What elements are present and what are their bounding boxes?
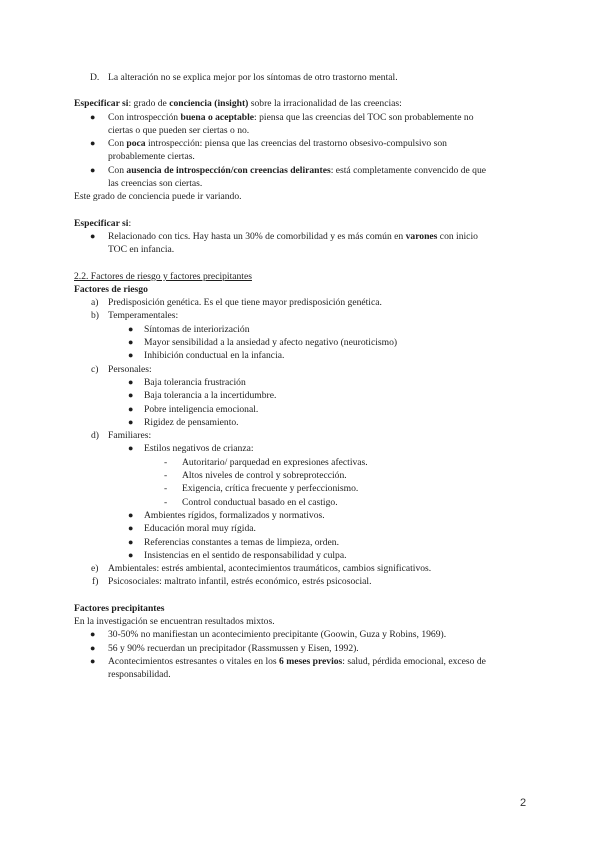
dash-item xyxy=(74,469,544,482)
bullet-text: : piensa que las creencias del TOC son probablemente no xyxy=(254,111,474,123)
list-marker: f) xyxy=(92,576,99,588)
sub-item xyxy=(74,336,544,349)
bullet-icon: ● xyxy=(128,337,134,348)
dash-item-text: Control conductual basado en el castigo. xyxy=(182,496,338,508)
risk-item-c xyxy=(74,363,544,376)
bullet-icon: ● xyxy=(128,350,134,361)
list-text: Predisposición genética. Es el que tiene mayor predisposición genética. xyxy=(108,297,382,309)
precipitating-factors-heading: Factores precipitantes xyxy=(74,602,165,614)
sub-item xyxy=(74,349,544,362)
insight-note: Este grado de conciencia puede ir variando. xyxy=(74,191,242,203)
insight-bullet-good xyxy=(74,111,544,138)
bullet-text: 56 y 90% recuerdan un precipitador (Rassmussen y Eisen, 1992). xyxy=(108,642,359,654)
bullet-strong: ausencia de introspección/con creencias delirantes xyxy=(126,164,331,176)
bullet-strong: buena o aceptable xyxy=(180,111,255,123)
list-marker: d) xyxy=(91,430,99,442)
bullet-icon: ● xyxy=(128,323,134,334)
sub-item xyxy=(74,509,544,522)
insight-bullet-poor xyxy=(74,137,544,164)
dash-marker: - xyxy=(164,470,168,482)
bullet-icon: ● xyxy=(128,416,134,427)
bullet-icon: ● xyxy=(128,549,134,560)
list-text: Temperamentales: xyxy=(108,310,179,322)
sub-item xyxy=(74,376,544,389)
bullet-icon: ● xyxy=(90,138,96,149)
dash-marker: - xyxy=(164,456,168,468)
sub-item-text: Ambientes rígidos, formalizados y normativos. xyxy=(144,509,325,521)
bullet-icon: ● xyxy=(90,164,96,175)
section-title: 2.2. Factores de riesgo y factores precipitantes xyxy=(74,270,252,282)
specifier-strong: conciencia (insight) xyxy=(169,98,249,110)
bullet-text: Relacionado con tics. Hay hasta un 30% de comorbilidad y es más común en xyxy=(108,230,406,242)
criterion-d-marker: D. xyxy=(90,72,100,83)
dash-item xyxy=(74,496,544,509)
sub-item xyxy=(74,522,544,535)
precipitating-intro: En la investigación se encuentran resultados mixtos. xyxy=(74,615,275,627)
bullet-text-cont: responsabilidad. xyxy=(108,669,171,681)
precip-bullet xyxy=(74,628,544,641)
bullet-strong: 6 meses previos xyxy=(279,655,343,667)
sub-item xyxy=(74,549,544,562)
bullet-icon: ● xyxy=(90,629,96,640)
sub-item-text: Síntomas de interiorización xyxy=(144,323,250,335)
bullet-icon: ● xyxy=(128,390,134,401)
bullet-text: introspección: piensa que las creencias del trastorno obsesivo-compulsivo son xyxy=(145,138,447,150)
sub-item xyxy=(74,389,544,402)
sub-item-text: Estilos negativos de crianza: xyxy=(144,443,254,455)
bullet-text: 30-50% no manifiestan un acontecimiento precipitante (Goowin, Guza y Robins, 1969). xyxy=(108,629,447,641)
specifier-colon: : xyxy=(128,217,132,229)
sub-item xyxy=(74,416,544,429)
sub-item xyxy=(74,536,544,549)
bullet-text: con inicio xyxy=(437,230,478,242)
sub-item-text: Rigidez de pensamiento. xyxy=(144,416,239,428)
specifier-lead: Especificar si xyxy=(74,98,129,110)
list-text: Familiares: xyxy=(108,430,152,442)
sub-item xyxy=(74,442,544,455)
precip-bullet xyxy=(74,642,544,655)
bullet-strong: varones xyxy=(405,230,438,242)
list-marker: e) xyxy=(91,563,99,575)
dash-item xyxy=(74,456,544,469)
list-text: Psicosociales: maltrato infantil, estrés económico, estrés psicosocial. xyxy=(108,576,372,588)
bullet-icon: ● xyxy=(90,230,96,241)
tics-bullet xyxy=(74,230,544,257)
criterion-d xyxy=(74,71,544,84)
sub-item xyxy=(74,323,544,336)
specifier-mid: : grado de xyxy=(128,98,170,110)
dash-item-text: Exigencia, crítica frecuente y perfeccionismo. xyxy=(182,483,359,495)
list-text: Ambientales: estrés ambiental, acontecimientos traumáticos, cambios significativos. xyxy=(108,563,432,575)
risk-item-b xyxy=(74,309,544,322)
sub-item-text: Baja tolerancia a la incertidumbre. xyxy=(144,390,277,402)
page-content xyxy=(74,71,544,681)
precip-bullet xyxy=(74,655,544,682)
bullet-icon: ● xyxy=(128,403,134,414)
sub-item-text: Insistencias en el sentido de responsabilidad y culpa. xyxy=(144,549,347,561)
dash-marker: - xyxy=(164,483,168,495)
specifier-tail: sobre la irracionalidad de las creencias: xyxy=(248,98,402,110)
bullet-text: Con xyxy=(108,164,127,176)
bullet-text-cont: probablemente ciertas. xyxy=(108,151,195,163)
sub-item-text: Pobre inteligencia emocional. xyxy=(144,403,259,415)
risk-item-a xyxy=(74,296,544,309)
dash-marker: - xyxy=(164,496,168,508)
bullet-icon: ● xyxy=(128,443,134,454)
specifier-insight-heading xyxy=(74,97,544,110)
dash-item xyxy=(74,482,544,495)
bullet-text: : está completamente convencido de que xyxy=(330,164,487,176)
sub-item-text: Baja tolerancia frustración xyxy=(144,376,246,388)
bullet-icon: ● xyxy=(90,111,96,122)
insight-bullet-absent xyxy=(74,164,544,191)
bullet-text-cont: las creencias son ciertas. xyxy=(108,178,203,190)
bullet-icon: ● xyxy=(128,376,134,387)
bullet-text: Con introspección xyxy=(108,111,181,123)
bullet-strong: poca xyxy=(126,138,146,150)
page-number: 2 xyxy=(520,797,527,809)
sub-item-text: Mayor sensibilidad a la ansiedad y afecto negativo (neuroticismo) xyxy=(144,337,398,349)
sub-item-text: Inhibición conductual en la infancia. xyxy=(144,350,285,362)
bullet-icon: ● xyxy=(128,523,134,534)
bullet-text-cont: TOC en infancia. xyxy=(108,244,175,256)
criterion-d-text: La alteración no se explica mejor por los síntomas de otro trastorno mental. xyxy=(108,72,398,83)
bullet-icon: ● xyxy=(90,655,96,666)
list-marker: b) xyxy=(91,310,99,322)
bullet-icon: ● xyxy=(128,509,134,520)
sub-item-text: Referencias constantes a temas de limpieza, orden. xyxy=(144,536,339,548)
risk-item-d xyxy=(74,429,544,442)
bullet-text: Con xyxy=(108,138,127,150)
dash-item-text: Altos niveles de control y sobreprotección. xyxy=(182,470,347,482)
sub-item-text: Educación moral muy rígida. xyxy=(144,523,256,535)
risk-item-f xyxy=(74,575,544,588)
specifier-tics-heading xyxy=(74,217,544,230)
dash-item-text: Autoritario/ parquedad en expresiones afectivas. xyxy=(182,456,368,468)
risk-item-e xyxy=(74,562,544,575)
specifier-lead: Especificar si xyxy=(74,217,129,229)
risk-factors-heading: Factores de riesgo xyxy=(74,283,148,295)
bullet-icon: ● xyxy=(128,536,134,547)
list-text: Personales: xyxy=(108,363,152,375)
bullet-icon: ● xyxy=(90,642,96,653)
bullet-text: : salud, pérdida emocional, exceso de xyxy=(342,655,486,667)
bullet-text-cont: ciertas o que pueden ser ciertas o no. xyxy=(108,124,250,136)
list-marker: c) xyxy=(91,363,99,375)
list-marker: a) xyxy=(91,297,99,309)
bullet-text: Acontecimientos estresantes o vitales en los xyxy=(108,655,280,667)
sub-item xyxy=(74,403,544,416)
